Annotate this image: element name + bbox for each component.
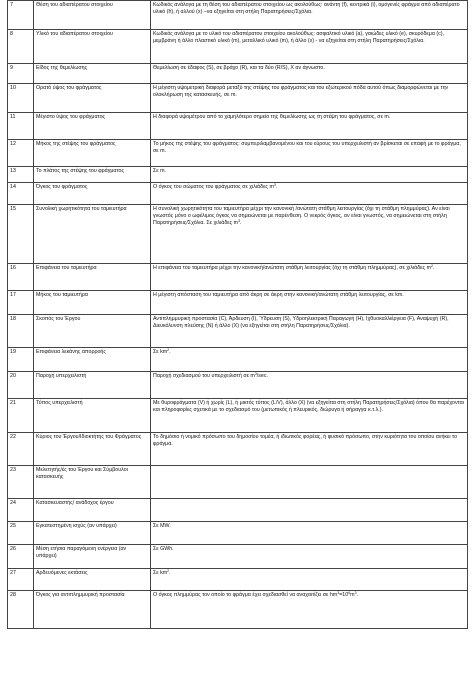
field-description: . bbox=[356, 592, 358, 598]
table-row bbox=[8, 315, 468, 348]
row-number-cell bbox=[8, 1, 34, 30]
field-description-cell bbox=[151, 569, 468, 591]
field-description-cell bbox=[151, 372, 468, 399]
row-number-cell bbox=[8, 140, 34, 167]
field-name-cell bbox=[34, 348, 151, 372]
field-name-cell bbox=[34, 64, 151, 84]
dam-parameters-table bbox=[7, 0, 468, 629]
row-number: 12 bbox=[10, 141, 16, 147]
field-name: Είδος της θεμελίωσης bbox=[36, 65, 88, 71]
field-description-cell bbox=[151, 264, 468, 291]
table-body bbox=[8, 1, 468, 629]
row-number-cell bbox=[8, 466, 34, 499]
table-row bbox=[8, 64, 468, 84]
field-name-cell bbox=[34, 1, 151, 30]
row-number-cell bbox=[8, 399, 34, 433]
row-number: 14 bbox=[10, 184, 16, 190]
field-name-cell bbox=[34, 569, 151, 591]
row-number-cell bbox=[8, 205, 34, 264]
row-number: 8 bbox=[10, 31, 13, 37]
table-row bbox=[8, 264, 468, 291]
field-description: Ο όγκος πλημμύρας τον οποίο το φράγμα έχει σχεδιασθεί να αναχαιτίζει σε hm bbox=[153, 592, 338, 598]
field-description: =10 bbox=[339, 592, 349, 598]
superscript: 3 bbox=[354, 591, 357, 595]
field-description: Η διαφορά υψομέτρου από το χαμηλότερο σημείο της θεμελίωσης ως τη στέψη του φράγματος, σε m. bbox=[153, 114, 391, 120]
field-description: . bbox=[432, 265, 435, 271]
field-description-cell bbox=[151, 433, 468, 466]
field-name-cell bbox=[34, 30, 151, 64]
table-row bbox=[8, 167, 468, 183]
table-row bbox=[8, 466, 468, 499]
row-number: 15 bbox=[10, 206, 16, 212]
field-description: Σε m. bbox=[153, 168, 166, 174]
field-description: . bbox=[275, 184, 278, 190]
field-description-cell bbox=[151, 30, 468, 64]
table-row bbox=[8, 591, 468, 629]
field-name: Τύπος υπερχειλιστή bbox=[36, 400, 83, 406]
row-number-cell bbox=[8, 113, 34, 140]
table-row bbox=[8, 84, 468, 113]
row-number-cell bbox=[8, 264, 34, 291]
field-name: Αρδευόμενες εκτάσεις bbox=[36, 570, 88, 576]
field-description-cell bbox=[151, 545, 468, 569]
field-description: Το δημόσιο ή νομικό πρόσωπο του δημοσίου τομέα, ή ιδιωτικός φορέας, ή φυσικό πρόσωπο, στην κυριότητα του οποίου ανήκει το φράγμα. bbox=[153, 434, 458, 448]
row-number: 27 bbox=[10, 570, 16, 576]
field-description-cell bbox=[151, 167, 468, 183]
field-description: /sec. bbox=[256, 373, 268, 379]
field-name-cell bbox=[34, 84, 151, 113]
superscript: 2 bbox=[430, 264, 433, 268]
field-description: Αντιπλημμυρική προστασία (C), Άρδευση (I), Ύδρευση (S), Υδροηλεκτρική Παραγωγή (H), Ιχθυοκαλλιέργεια (F), Αναψυχή (R), Διευκόλυνση πλεύσης (N) ή άλλο (X) (να εξηγείται στη στήλη Παρατηρήσεις/Σχόλια). bbox=[153, 316, 449, 330]
field-name: Εγκατεστημένη ισχύς (αν υπάρχει) bbox=[36, 523, 117, 529]
row-number-cell bbox=[8, 348, 34, 372]
field-name-cell bbox=[34, 183, 151, 205]
field-name: Σκοπός του Έργου bbox=[36, 316, 81, 322]
table-row bbox=[8, 433, 468, 466]
field-description-cell bbox=[151, 183, 468, 205]
field-name: Παροχή υπερχειλιστή bbox=[36, 373, 87, 379]
table-row bbox=[8, 1, 468, 30]
table-row bbox=[8, 30, 468, 64]
field-description: Ο όγκος του σώματος του φράγματος σε χιλιάδες m bbox=[153, 184, 274, 190]
field-name: Το πλάτος της στέψης του φράγματος bbox=[36, 168, 124, 174]
field-name: Επιφάνεια λεκάνης απορροής bbox=[36, 349, 106, 355]
field-name-cell bbox=[34, 264, 151, 291]
superscript: 3 bbox=[273, 183, 276, 187]
field-name-cell bbox=[34, 372, 151, 399]
field-description: Θεμελίωση σε έδαφος (S), σε βράχο (R), και τα δύο (R/S), Χ αν άγνωστο. bbox=[153, 65, 325, 71]
field-name-cell bbox=[34, 466, 151, 499]
field-description: m bbox=[350, 592, 355, 598]
table-row bbox=[8, 372, 468, 399]
table-row bbox=[8, 399, 468, 433]
table-row bbox=[8, 499, 468, 522]
row-number-cell bbox=[8, 372, 34, 399]
field-name-cell bbox=[34, 167, 151, 183]
field-description: Κωδικός ανάλογα με τη θέση του αδιαπέρατου στοιχείου ως ακολούθως: ανάντη (f), κεντρικά (i), ομογενές φράγμα από αδιαπέρατο υλικό (h), ή αλλού (x) –να εξηγείται στη στήλη Παρατηρήσεις/Σχόλια. bbox=[153, 2, 460, 16]
field-description-cell bbox=[151, 84, 468, 113]
row-number-cell bbox=[8, 84, 34, 113]
superscript: 6 bbox=[348, 591, 351, 595]
row-number: 26 bbox=[10, 546, 16, 552]
field-name-cell bbox=[34, 591, 151, 629]
field-description-cell bbox=[151, 399, 468, 433]
field-description: Σε km bbox=[153, 570, 168, 576]
table-row bbox=[8, 545, 468, 569]
row-number-cell bbox=[8, 591, 34, 629]
field-description: Σε GWh. bbox=[153, 546, 174, 552]
field-description: Σε km bbox=[153, 349, 168, 355]
field-name-cell bbox=[34, 399, 151, 433]
field-description-cell bbox=[151, 113, 468, 140]
field-name-cell bbox=[34, 205, 151, 264]
row-number: 13 bbox=[10, 168, 16, 174]
row-number: 11 bbox=[10, 114, 16, 120]
field-description: Κωδικός ανάλογα με το υλικό του αδιαπέρατου στοιχείου ακολούθως: ασφαλτικό υλικό (a), γαιώδες υλικό (e), σκυρόδεμα (c), μεμβράνη ή άλλο πλαστικό υλικό (m), μεταλλικό υλικό (m), ή άλλο (x) - να εξηγείται στη στήλη Παρατηρήσεις/Σχόλια. bbox=[153, 31, 445, 45]
field-description-cell bbox=[151, 348, 468, 372]
row-number: 24 bbox=[10, 500, 16, 506]
row-number-cell bbox=[8, 545, 34, 569]
row-number: 10 bbox=[10, 85, 16, 91]
table-row bbox=[8, 291, 468, 315]
field-name: Μήκος του ταμιευτήρα bbox=[36, 292, 88, 298]
field-description-cell bbox=[151, 291, 468, 315]
row-number: 28 bbox=[10, 592, 16, 598]
field-name: Όγκος του φράγματος bbox=[36, 184, 88, 190]
table-row bbox=[8, 183, 468, 205]
table-row bbox=[8, 113, 468, 140]
field-description: Παροχή σχεδιασμού του υπερχειλιστή σε m bbox=[153, 373, 255, 379]
row-number-cell bbox=[8, 291, 34, 315]
row-number: 17 bbox=[10, 292, 16, 298]
row-number: 7 bbox=[10, 2, 13, 8]
field-name: Μέγιστο ύψος του φράγματος bbox=[36, 114, 106, 120]
superscript: 3 bbox=[337, 591, 340, 595]
field-description: Σε MW. bbox=[153, 523, 171, 529]
row-number-cell bbox=[8, 522, 34, 545]
field-description: Η επιφάνεια του ταμιευτήρα μέχρι την κανονική/ανώτατη στάθμη λειτουργίας (όχι τη στάθμη πλημμύρας), σε χιλιάδες m bbox=[153, 265, 431, 271]
field-name: Μήκος της στέψης του φράγματος bbox=[36, 141, 116, 147]
field-description: Το μήκος της στέψης του φράγματος: συμπεριλαμβανομένου και του εύρους του υπερχειλιστή αν βρίσκεται σε επαφή με το φράγμα, σε m. bbox=[153, 141, 461, 155]
row-number-cell bbox=[8, 30, 34, 64]
row-number: 25 bbox=[10, 523, 16, 529]
row-number: 22 bbox=[10, 434, 16, 440]
superscript: 3 bbox=[254, 372, 257, 376]
field-name-cell bbox=[34, 140, 151, 167]
table-row bbox=[8, 348, 468, 372]
row-number-cell bbox=[8, 183, 34, 205]
field-description-cell bbox=[151, 315, 468, 348]
field-name-cell bbox=[34, 545, 151, 569]
field-description-cell bbox=[151, 205, 468, 264]
row-number-cell bbox=[8, 499, 34, 522]
field-description-cell bbox=[151, 591, 468, 629]
field-description: Η συνολική χωρητικότητα του ταμιευτήρα μέχρι την κανονική /ανώτατη στάθμη λειτουργίας (όχι τη στάθμη πλημμύρας). Αν είναι γνωστός μόνο ο ωφέλιμος όγκος να σημειώνεται με παρένθεση. Ο νεκρός όγκος, αν είναι γνωστός, να σημειώνεται στη στήλη Παρατηρήσεις/Σχόλια. Σε χιλιάδες m bbox=[153, 206, 450, 227]
field-name-cell bbox=[34, 522, 151, 545]
row-number: 20 bbox=[10, 373, 16, 379]
table-row bbox=[8, 205, 468, 264]
field-description-cell bbox=[151, 466, 468, 499]
field-description: Η μέγιστη υψομετρική διαφορά μεταξύ της στέψης του φράγματος και του εξωτερικού πόδα αυτού όπως διαμορφώνεται με την ολοκλήρωση της κατασκευής, σε m. bbox=[153, 85, 449, 99]
table-row bbox=[8, 569, 468, 591]
superscript: 3 bbox=[238, 219, 241, 224]
field-name-cell bbox=[34, 291, 151, 315]
field-description: Με θυροφράγματα (V) ή χωρίς (L), ή μικτός τύπος (L/V), άλλο (X) (να εξηγείται στη στήλη Παρατηρήσεις/Σχόλια) όπου θα παρέχονται και πληροφορίες σχετικά με το σχεδιασμό του (μετωπικός ή πλευρικός, διώρυγα ή σήραγγα κ.τ.λ.). bbox=[153, 400, 464, 414]
field-description: . bbox=[240, 220, 242, 227]
field-name: Μελετητής/ές του Έργου και Σύμβουλοι κατασκευής bbox=[36, 467, 128, 481]
row-number-cell bbox=[8, 315, 34, 348]
field-description: Η μέγιστη απόσταση του ταμιευτήρα από άκρη σε άκρη στην κανονική/ανώτατη στάθμη λειτουργίας, σε km. bbox=[153, 292, 404, 298]
field-name: Υλικό του αδιαπέρατου στοιχείου bbox=[36, 31, 113, 37]
row-number: 19 bbox=[10, 349, 16, 355]
field-description: . bbox=[169, 570, 171, 576]
field-name: Όγκος για αντιπλημμυρική προστασία bbox=[36, 592, 125, 598]
field-name-cell bbox=[34, 113, 151, 140]
field-name: Κύριος του Έργου/Ιδιοκτήτης του Φράγματος bbox=[36, 434, 142, 440]
field-name-cell bbox=[34, 499, 151, 522]
row-number-cell bbox=[8, 64, 34, 84]
superscript: 2 bbox=[167, 348, 170, 352]
table-row bbox=[8, 140, 468, 167]
field-name: Κατασκευαστής/ ανάδοχος έργου bbox=[36, 500, 114, 506]
row-number: 9 bbox=[10, 65, 13, 71]
row-number: 21 bbox=[10, 400, 16, 406]
field-name: Θέση του αδιαπέρατου στοιχείου bbox=[36, 2, 113, 8]
row-number-cell bbox=[8, 433, 34, 466]
field-description-cell bbox=[151, 64, 468, 84]
field-name: Επιφάνεια του ταμιευτήρα bbox=[36, 265, 97, 271]
field-description-cell bbox=[151, 140, 468, 167]
row-number: 16 bbox=[10, 265, 16, 271]
superscript: 2 bbox=[167, 569, 170, 573]
field-name: Συνολική χωρητικότητα του ταμιευτήρα bbox=[36, 206, 127, 212]
field-name: Μέση ετήσια παραγόμενη ενέργεια (αν υπάρχει) bbox=[36, 546, 127, 560]
field-description-cell bbox=[151, 1, 468, 30]
document-page bbox=[7, 0, 468, 629]
row-number: 18 bbox=[10, 316, 16, 322]
field-name-cell bbox=[34, 433, 151, 466]
table-row bbox=[8, 522, 468, 545]
field-description-cell bbox=[151, 499, 468, 522]
field-description-cell bbox=[151, 522, 468, 545]
row-number-cell bbox=[8, 167, 34, 183]
row-number: 23 bbox=[10, 467, 16, 473]
field-name: Ορατό ύψος του φράγματος bbox=[36, 85, 102, 91]
field-name-cell bbox=[34, 315, 151, 348]
field-description: . bbox=[169, 349, 171, 355]
row-number-cell bbox=[8, 569, 34, 591]
